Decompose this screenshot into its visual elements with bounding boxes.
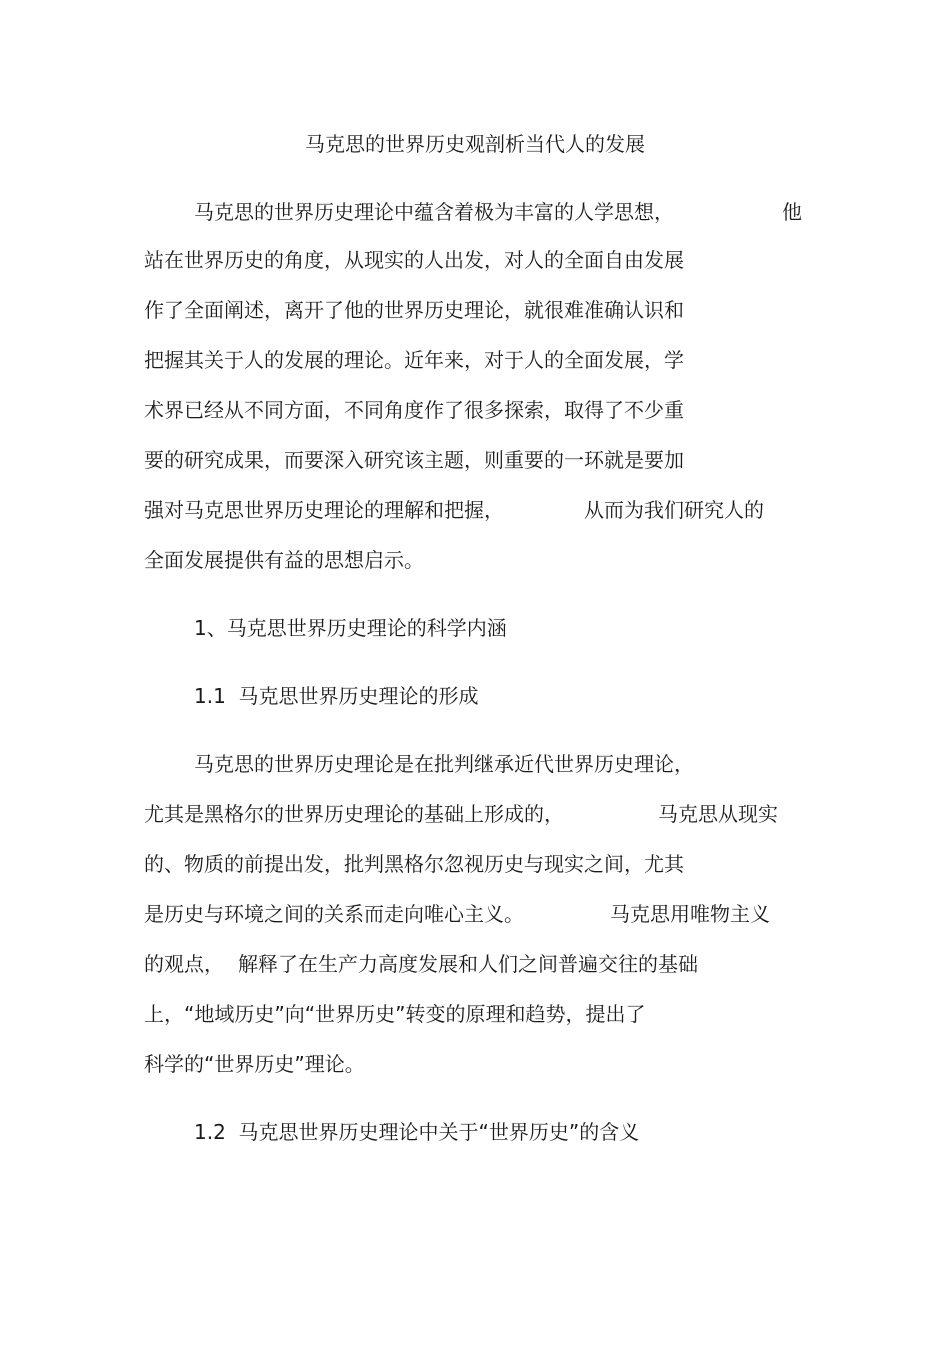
section-1-1-line-1: 马克思的世界历史理论是在批判继承近代世界历史理论， [194, 752, 694, 776]
intro-line-3: 作了全面阐述，离开了他的世界历史理论，就很难准确认识和 [144, 298, 684, 322]
intro-line-1 [194, 198, 674, 226]
intro-line-1a: 马克思的世界历史理论中蕴含着极为丰富的人学思想， [194, 200, 674, 224]
intro-line-6: 要的研究成果，而要深入研究该主题，则重要的一环就是要加 [144, 448, 684, 472]
intro-line-1b: 他 [782, 200, 802, 224]
section-heading-1-2: 1.2 马克思世界历史理论中关于“世界历史”的含义 [194, 1120, 640, 1144]
section-1-1-line-2b: 马克思从现实 [658, 802, 778, 826]
section-1-1-line-4b: 马克思用唯物主义 [610, 902, 770, 926]
intro-line-5: 术界已经从不同方面，不同角度作了很多探索，取得了不少重 [144, 398, 684, 422]
document-title: 马克思的世界历史观剖析当代人的发展 [305, 132, 645, 156]
section-1-1-line-6: 上，“地域历史”向“世界历史”转变的原理和趋势，提出了 [144, 1002, 646, 1026]
section-1-1-line-5a: 的观点， [144, 952, 224, 976]
section-1-1-line-4a: 是历史与环境之间的关系而走向唯心主义。 [144, 902, 524, 926]
section-1-1-line-2a: 尤其是黑格尔的世界历史理论的基础上形成的， [144, 802, 564, 826]
section-heading-1: 1、马克思世界历史理论的科学内涵 [194, 616, 507, 640]
intro-line-7a: 强对马克思世界历史理论的理解和把握， [144, 498, 504, 522]
section-1-1-line-7: 科学的“世界历史”理论。 [144, 1052, 365, 1076]
intro-line-2: 站在世界历史的角度，从现实的人出发，对人的全面自由发展 [144, 248, 684, 272]
section-heading-1-1: 1.1 马克思世界历史理论的形成 [194, 684, 479, 708]
intro-line-7b: 从而为我们研究人的 [584, 498, 764, 522]
section-1-1-line-5b: 解释了在生产力高度发展和人们之间普遍交往的基础 [238, 952, 698, 976]
intro-line-4: 把握其关于人的发展的理论。近年来，对于人的全面发展，学 [144, 348, 684, 372]
section-1-1-line-3: 的、物质的前提出发，批判黑格尔忽视历史与现实之间，尤其 [144, 852, 684, 876]
intro-line-8: 全面发展提供有益的思想启示。 [144, 548, 424, 572]
